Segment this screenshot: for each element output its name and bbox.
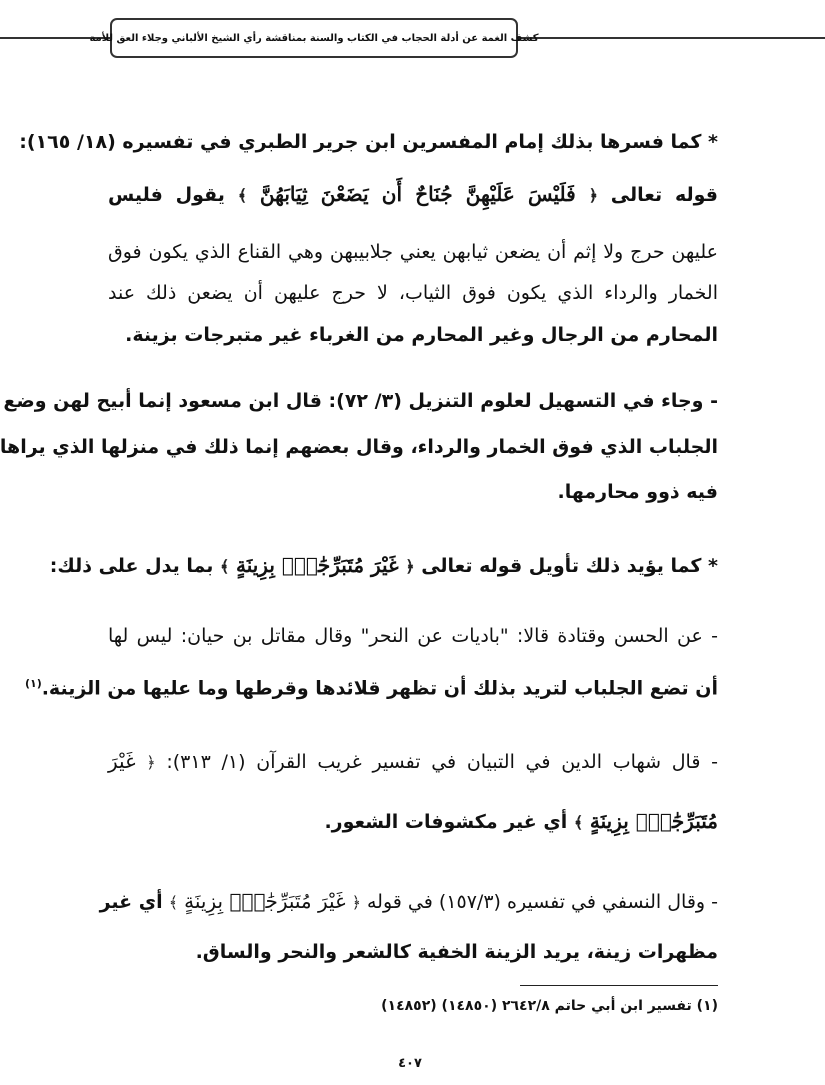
p4-line2-text: أن تضع الجلباب لتريد بذلك أن تظهر قلائدها وقرطها وما عليها من الزينة. xyxy=(41,677,718,700)
p2-line1: - وجاء في التسهيل لعلوم التنزيل (٣/ ٧٢): قال ابن مسعود إنما أبيح لهن وضع xyxy=(3,390,718,412)
p1-line5: المحارم من الرجال وغير المحارم من الغرباء غير متبرجات بزينة. xyxy=(125,324,718,346)
footnote-rule xyxy=(520,985,718,986)
ornament-open: ﴿ xyxy=(146,753,156,772)
p4-line1: - عن الحسن وقتادة قالا: "باديات عن النحر" وقال مقاتل بن حيان: ليس لها xyxy=(108,625,718,647)
p6-line1-pre: - وقال النسفي في تفسيره (١٥٧/٣) في قوله xyxy=(367,891,718,913)
p5-line1-pre: - قال شهاب الدين في التبيان في تفسير غريب القرآن (١/ ٣١٣): xyxy=(166,751,718,773)
ornament-open: ﴿ xyxy=(588,186,598,205)
p3-post: بما يدل على ذلك: xyxy=(49,555,214,577)
quran-verse: مُتَبَرِّجَٰتِۭ بِزِينَةٍ xyxy=(589,809,718,833)
header-title: كشف الغمة عن أدلة الحجاب في الكتاب والسنة بمناقشة رأي الشيخ الألباني وجلاء العق للأمة xyxy=(89,32,539,44)
quran-verse: غَيْرَ مُتَبَرِّجَٰتِۭ بِزِينَةٍ xyxy=(235,553,399,577)
p6-line2: مظهرات زينة، يريد الزينة الخفية كالشعر والنحر والساق. xyxy=(195,941,718,963)
p4-line2 xyxy=(24,665,718,707)
p6-line1 xyxy=(99,882,718,922)
p3-line xyxy=(49,546,718,586)
p5-line1 xyxy=(108,742,718,782)
p1-line3: عليهن حرج ولا إثم أن يضعن ثيابهن يعني جلابيبهن وهي القناع الذي يكون فوق xyxy=(108,241,718,263)
quran-verse: غَيْرَ مُتَبَرِّجَٰتِۭ بِزِينَةٍ xyxy=(184,889,346,913)
p1-line1: * كما فسرها بذلك إمام المفسرين ابن جرير الطبري في تفسيره (١٨/ ١٦٥): xyxy=(19,131,718,153)
ornament-close: ﴾ xyxy=(219,557,230,576)
ornament-open: ﴿ xyxy=(351,893,361,912)
footnote-ref: (١) xyxy=(24,677,42,690)
ornament-close: ﴾ xyxy=(573,813,584,832)
running-header xyxy=(89,18,539,58)
ornament-close: ﴾ xyxy=(168,893,179,912)
footnote: (١) تفسير ابن أبي حاتم ٢٦٤٢/٨ (١٤٨٥٠) (١٤٨٥٢) xyxy=(381,998,718,1014)
p6-line1-post: أي غير xyxy=(99,891,163,913)
p1-line4: الخمار والرداء الذي يكون فوق الثياب، لا حرج عليهن أن يضعن ذلك عند xyxy=(108,282,718,304)
quran-verse: فَلَيْسَ عَلَيْهِنَّ جُنَاحٌ أَن يَضَعْنَ ثِيَابَهُنَّ xyxy=(259,182,576,206)
p1-line2-post: يقول فليس xyxy=(108,184,225,206)
ornament-open: ﴿ xyxy=(405,557,415,576)
ornament-close: ﴾ xyxy=(237,186,248,205)
p1-line2-pre: قوله تعالى xyxy=(610,184,718,206)
p1-line2 xyxy=(108,175,718,215)
quran-verse: غَيْرَ xyxy=(108,749,136,773)
p3-pre: * كما يؤيد ذلك تأويل قوله تعالى xyxy=(421,555,718,577)
p2-line2: الجلباب الذي فوق الخمار والرداء، وقال بعضهم إنما ذلك في منزلها الذي يراها xyxy=(0,436,718,458)
p5-line2-post: أي غير مكشوفات الشعور. xyxy=(324,811,568,833)
page-number: ٤٠٧ xyxy=(398,1056,422,1071)
p2-line3: فيه ذوو محارمها. xyxy=(557,481,718,503)
p5-line2 xyxy=(108,802,718,842)
